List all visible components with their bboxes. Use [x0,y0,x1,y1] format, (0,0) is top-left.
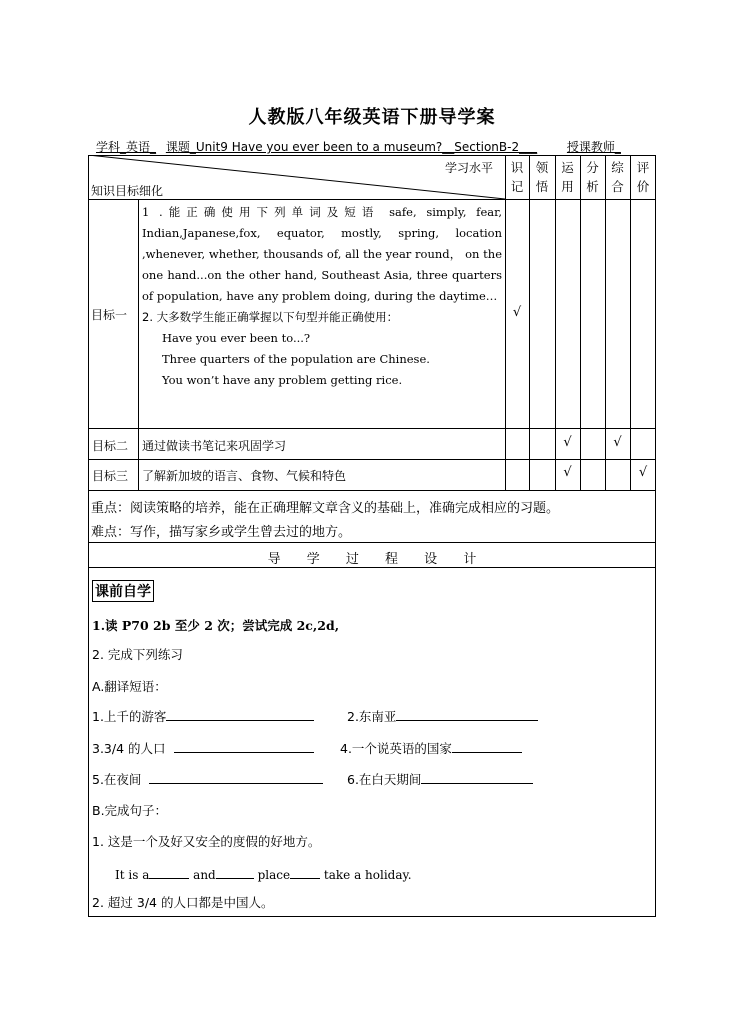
example-sentence: Have you ever been to...? [162,331,311,345]
check-mark: √ [563,435,572,450]
goal-one-item-2: 2. 大多数学生能正确掌握以下句型并能正确使用： [142,310,399,324]
answer-blank[interactable] [149,865,189,879]
phrase-prompt: 1.上千的游客 [92,709,167,724]
phrase-prompt: 5.在夜间 [92,772,142,787]
answer-blank[interactable] [396,707,538,721]
sentence-fragment: place [257,868,291,882]
sentence-fragment: It is a [115,868,150,882]
task-2: 2. 完成下列练习 [92,647,183,662]
phrase-prompt: 3.3/4 的人口 [92,741,166,756]
example-sentence: You won’t have any problem getting rice. [162,373,403,387]
answer-blank[interactable] [421,770,533,784]
check-mark: √ [512,305,522,320]
answer-blank[interactable] [452,739,522,753]
goal-one-label: 目标一 [91,308,128,322]
phrase-prompt: 2.东南亚 [347,709,397,724]
subject-label: 学科_英语_ [96,140,157,154]
goal-three-text: 了解新加坡的语言、食物、气候和特色 [142,469,347,483]
answer-blank[interactable] [290,865,320,879]
task-1: 1.读 P70 2b 至少 2 次；尝试完成 2c,2d, [92,618,340,633]
answer-blank[interactable] [174,739,314,753]
phrase-prompt: 4.一个说英语的国家 [340,741,452,756]
divider [630,155,631,490]
column-header: 分 析 [586,160,599,194]
answer-blank[interactable] [149,770,323,784]
level-header: 学习水平 [445,161,494,175]
teacher-label: 授课教师_ [566,140,621,154]
process-title: 导 学 过 程 设 计 [267,552,477,567]
goal-two-text: 通过做读书笔记来巩固学习 [142,439,287,453]
key-point: 重点：阅读策略的培养，能在正确理解文章含义的基础上，准确完成相应的习题。 [91,501,560,516]
divider [529,155,530,490]
goal-three-label: 目标三 [92,469,129,483]
column-header: 评 价 [636,160,650,194]
lesson-meta [96,138,627,155]
answer-blank[interactable] [216,865,254,879]
example-sentence: Three quarters of the population are Chinese. [162,352,430,366]
sentence-2-zh: 2. 超过 3/4 的人口都是中国人。 [92,895,274,910]
divider [88,567,656,568]
divider [505,155,506,490]
goal-one-detail [142,202,502,391]
topic-label: 课题_Unit9 Have you ever been to a museum?__SectionB-2___ [165,140,538,154]
check-mark: √ [638,465,648,480]
column-header: 运 用 [561,160,574,194]
divider [88,542,656,543]
goal-two-label: 目标二 [92,439,129,453]
difficulty: 难点：写作，描写家乡或学生曾去过的地方。 [91,525,352,540]
divider [580,155,581,490]
divider [138,199,139,490]
column-header: 识 记 [510,160,524,194]
sentence-1-zh: 1. 这是一个及好又安全的度假的好地方。 [92,834,321,849]
answer-blank[interactable] [166,707,314,721]
page-title: 人教版八年级英语下册导学案 [248,107,496,128]
sentence-fragment: take a holiday. [323,868,412,882]
sentence-1-en [115,865,412,882]
divider [88,459,656,460]
check-mark: √ [613,435,622,450]
part-b: B.完成句子： [92,803,168,818]
divider [88,490,656,491]
divider [88,428,656,429]
column-header: 综 合 [611,160,624,194]
knowledge-header: 知识目标细化 [91,184,164,198]
phrase-prompt: 6.在白天期间 [347,772,422,787]
column-header: 领 悟 [535,160,549,194]
goal-one-item-1: 1 .能正确使用下列单词及短语 safe, simply, fear, Indian,Japanese,fox, equator, mostly, spring, location ,whenever, whether, thousands of, all the year round， on the one hand...on the other hand, Southeast Asia, three quarters of population, have any problem doing, during the daytime… [142,205,502,303]
sentence-fragment: and [193,868,216,882]
self-study-heading: 课前自学 [92,580,154,602]
part-a: A.翻译短语： [92,679,167,694]
check-mark: √ [563,465,572,480]
